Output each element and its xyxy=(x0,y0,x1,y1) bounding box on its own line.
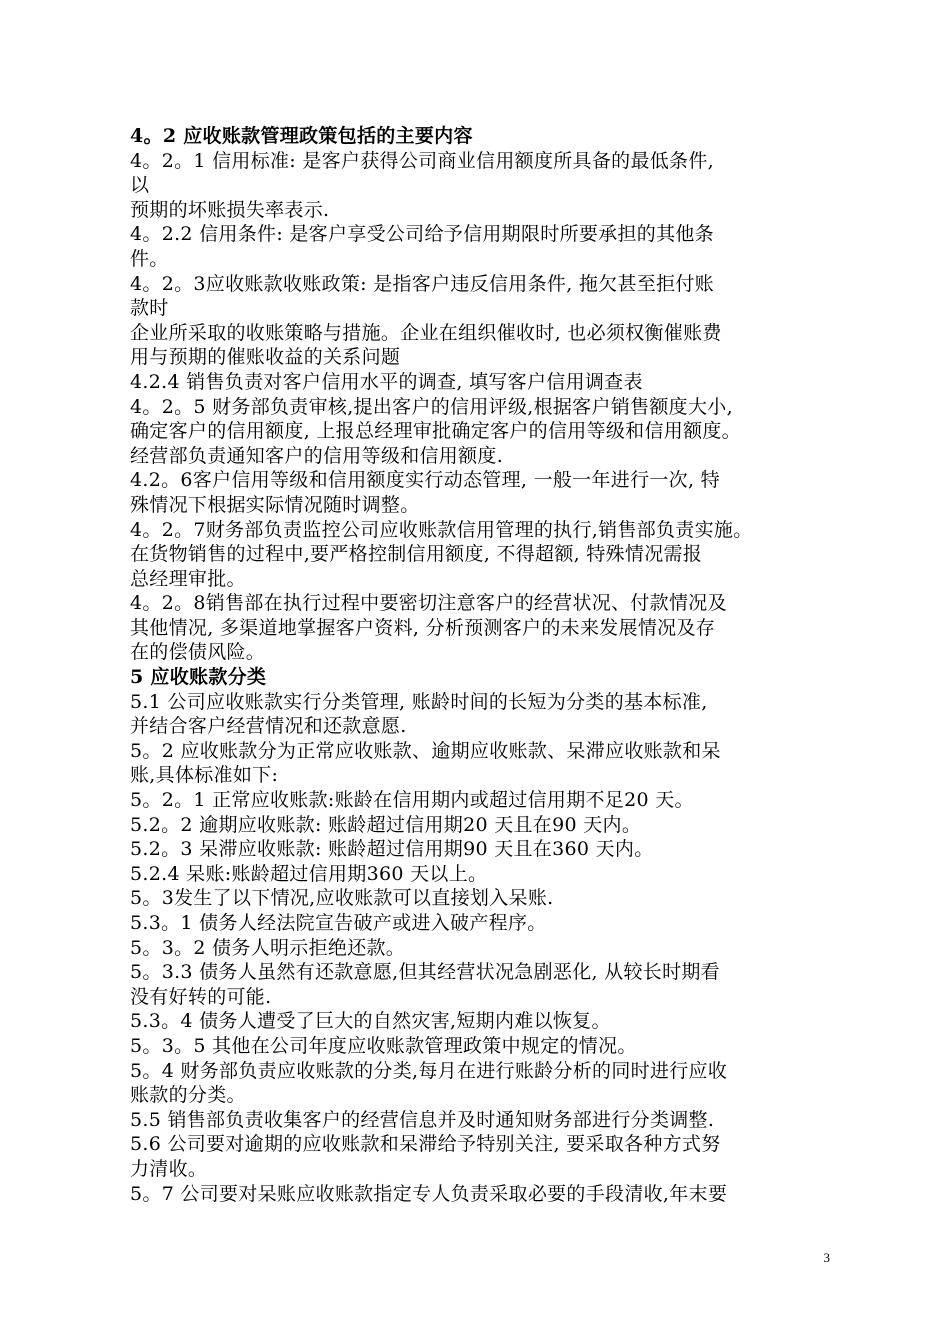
text-line: 4。2。3应收账款收账政策: 是指客户违反信用条件, 拖欠甚至拒付账 xyxy=(130,272,714,295)
text-line: 5。3。2 债务人明示拒绝还款。 xyxy=(130,936,406,959)
text-line: 5.5 销售部负责收集客户的经营信息并及时通知财务部进行分类调整. xyxy=(130,1108,715,1131)
document-body xyxy=(130,124,830,1206)
text-line: 预期的坏账损失率表示. xyxy=(130,198,330,221)
text-line: 5。3发生了以下情况,应收账款可以直接划入呆账. xyxy=(130,887,554,910)
text-line: 在的偿债风险。 xyxy=(130,641,266,664)
section-heading: 5 应收账款分类 xyxy=(130,666,267,689)
text-line: 5.1 公司应收账款实行分类管理, 账龄时间的长短为分类的基本标准, xyxy=(130,690,708,713)
text-line: 没有好转的可能. xyxy=(130,985,272,1008)
section-heading: 4。2 应收账款管理政策包括的主要内容 xyxy=(130,125,473,147)
page-number: 3 xyxy=(823,1250,830,1265)
text-line: 4.2。6客户信用等级和信用额度实行动态管理, 一般一年进行一次, 特 xyxy=(130,469,720,492)
text-line: 5.3。4 债务人遭受了巨大的自然灾害,短期内难以恢复。 xyxy=(130,1010,611,1033)
text-line: 用与预期的催账收益的关系问题 xyxy=(130,346,401,369)
text-line: 4。2.2 信用条件: 是客户享受公司给予信用期限时所要承担的其他条 xyxy=(130,223,714,246)
text-line: 并结合客户经营情况和还款意愿. xyxy=(130,715,407,738)
text-line: 5。7 公司要对呆账应收账款指定专人负责采取必要的手段清收,年末要 xyxy=(130,1182,728,1205)
text-line: 5.2。2 逾期应收账款: 账龄超过信用期20 天且在90 天内。 xyxy=(130,813,642,836)
text-line: 款时 xyxy=(130,297,169,320)
text-line: 账,具体标准如下: xyxy=(130,764,279,787)
text-line: 其他情况, 多渠道地掌握客户资料, 分析预测客户的未来发展情况及存 xyxy=(130,616,716,639)
text-line: 4。2。5 财务部负责审核,提出客户的信用评级,根据客户销售额度大小, xyxy=(130,395,733,418)
text-line: 企业所采取的收账策略与措施。企业在组织催收时, 也必须权衡催账费 xyxy=(130,321,722,344)
text-line: 总经理审批。 xyxy=(130,567,246,590)
text-line: 殊情况下根据实际情况随时调整。 xyxy=(130,493,420,516)
text-line: 件。 xyxy=(130,247,169,270)
text-line: 4.2.4 销售负责对客户信用水平的调查, 填写客户信用调查表 xyxy=(130,370,643,393)
text-line: 5。2。1 正常应收账款:账龄在信用期内或超过信用期不足20 天。 xyxy=(130,789,694,812)
text-line: 5。4 财务部负责应收账款的分类,每月在进行账龄分析的同时进行应收 xyxy=(130,1059,728,1082)
text-line: 4。2。8销售部在执行过程中要密切注意客户的经营状况、付款情况及 xyxy=(130,592,727,615)
text-line: 5.2。3 呆滞应收账款: 账龄超过信用期90 天且在360 天内。 xyxy=(130,838,654,861)
text-line: 在货物销售的过程中,要严格控制信用额度, 不得超额, 特殊情况需报 xyxy=(130,543,703,566)
text-line: 4。2。1 信用标准: 是客户获得公司商业信用额度所具备的最低条件, xyxy=(130,149,714,172)
text-line: 以 xyxy=(130,174,150,197)
text-line: 5。3.3 债务人虽然有还款意愿,但其经营状况急剧恶化, 从较长时期看 xyxy=(130,961,720,984)
text-line: 经营部负责通知客户的信用等级和信用额度. xyxy=(130,444,504,467)
text-line: 账款的分类。 xyxy=(130,1084,246,1107)
text-line: 5.6 公司要对逾期的应收账款和呆滞给予特别关注, 要采取各种方式努 xyxy=(130,1133,721,1156)
text-line: 5.3。1 债务人经法院宣告破产或进入破产程序。 xyxy=(130,912,547,934)
text-line: 确定客户的信用额度, 上报总经理审批确定客户的信用等级和信用额度。 xyxy=(130,420,741,443)
text-line: 5。3。5 其他在公司年度应收账款管理政策中规定的情况。 xyxy=(130,1034,637,1057)
text-line: 5。2 应收账款分为正常应收账款、逾期应收账款、呆滞应收账款和呆 xyxy=(130,739,721,762)
text-line: 4。2。7财务部负责监控公司应收账款信用管理的执行,销售部负责实施。 xyxy=(130,518,753,541)
text-line: 5.2.4 呆账:账龄超过信用期360 天以上。 xyxy=(130,862,488,885)
text-line: 力清收。 xyxy=(130,1157,208,1180)
